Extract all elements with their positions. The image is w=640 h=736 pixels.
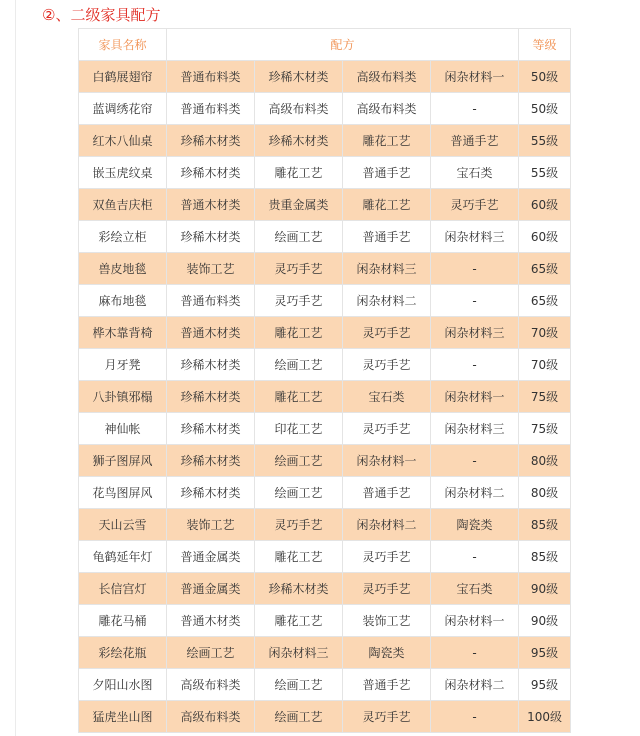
recipe-material-cell: 普通手艺 bbox=[343, 669, 431, 701]
furniture-name-cell: 猛虎坐山图 bbox=[79, 701, 167, 733]
furniture-name-cell: 蓝调绣花帘 bbox=[79, 93, 167, 125]
level-cell: 65级 bbox=[519, 285, 571, 317]
recipe-material-cell: 闲杂材料三 bbox=[431, 317, 519, 349]
recipe-material-cell: 雕花工艺 bbox=[255, 541, 343, 573]
recipe-material-cell: 绘画工艺 bbox=[255, 477, 343, 509]
table-row bbox=[79, 477, 571, 509]
recipe-material-cell: 闲杂材料三 bbox=[431, 221, 519, 253]
furniture-name-cell: 麻布地毯 bbox=[79, 285, 167, 317]
furniture-name-cell: 嵌玉虎纹桌 bbox=[79, 157, 167, 189]
recipe-material-cell: 雕花工艺 bbox=[255, 381, 343, 413]
recipe-material-cell: 灵巧手艺 bbox=[343, 541, 431, 573]
level-cell: 80级 bbox=[519, 445, 571, 477]
recipe-material-cell: 绘画工艺 bbox=[167, 637, 255, 669]
recipe-material-cell: 灵巧手艺 bbox=[343, 701, 431, 733]
level-cell: 85级 bbox=[519, 541, 571, 573]
recipe-material-cell: 绘画工艺 bbox=[255, 445, 343, 477]
table-row bbox=[79, 221, 571, 253]
recipe-material-cell: 闲杂材料三 bbox=[343, 253, 431, 285]
page-left-rule bbox=[15, 0, 16, 736]
level-cell: 60级 bbox=[519, 189, 571, 221]
furniture-name-cell: 桦木靠背椅 bbox=[79, 317, 167, 349]
level-cell: 55级 bbox=[519, 157, 571, 189]
recipe-material-cell: 装饰工艺 bbox=[167, 253, 255, 285]
recipe-material-cell: 闲杂材料三 bbox=[255, 637, 343, 669]
recipe-material-cell: - bbox=[431, 93, 519, 125]
recipe-material-cell: 珍稀木材类 bbox=[255, 125, 343, 157]
recipe-material-cell: 绘画工艺 bbox=[255, 701, 343, 733]
recipe-material-cell: 珍稀木材类 bbox=[167, 349, 255, 381]
recipe-material-cell: 灵巧手艺 bbox=[343, 573, 431, 605]
recipe-material-cell: 高级布料类 bbox=[167, 701, 255, 733]
recipe-material-cell: 绘画工艺 bbox=[255, 221, 343, 253]
recipe-material-cell: 闲杂材料三 bbox=[431, 413, 519, 445]
level-cell: 55级 bbox=[519, 125, 571, 157]
furniture-name-cell: 兽皮地毯 bbox=[79, 253, 167, 285]
recipe-material-cell: 普通木材类 bbox=[167, 605, 255, 637]
furniture-name-cell: 白鹤展翅帘 bbox=[79, 61, 167, 93]
recipe-material-cell: 陶瓷类 bbox=[343, 637, 431, 669]
recipe-material-cell: 闲杂材料一 bbox=[431, 381, 519, 413]
recipe-material-cell: 灵巧手艺 bbox=[255, 253, 343, 285]
recipe-material-cell: 闲杂材料二 bbox=[343, 509, 431, 541]
recipe-material-cell: 绘画工艺 bbox=[255, 669, 343, 701]
level-cell: 90级 bbox=[519, 573, 571, 605]
recipe-material-cell: 高级布料类 bbox=[343, 61, 431, 93]
recipe-material-cell: 普通布料类 bbox=[167, 93, 255, 125]
recipe-material-cell: 珍稀木材类 bbox=[167, 381, 255, 413]
level-cell: 60级 bbox=[519, 221, 571, 253]
table-row bbox=[79, 605, 571, 637]
recipe-material-cell: 贵重金属类 bbox=[255, 189, 343, 221]
recipe-material-cell: - bbox=[431, 285, 519, 317]
recipe-material-cell: 雕花工艺 bbox=[343, 125, 431, 157]
recipe-material-cell: 闲杂材料二 bbox=[431, 669, 519, 701]
recipe-material-cell: 高级布料类 bbox=[255, 93, 343, 125]
recipe-material-cell: 印花工艺 bbox=[255, 413, 343, 445]
recipe-material-cell: 普通手艺 bbox=[343, 157, 431, 189]
furniture-name-cell: 双鱼吉庆柜 bbox=[79, 189, 167, 221]
table-row bbox=[79, 445, 571, 477]
header-level: 等级 bbox=[519, 29, 571, 61]
furniture-name-cell: 神仙帐 bbox=[79, 413, 167, 445]
recipe-material-cell: 绘画工艺 bbox=[255, 349, 343, 381]
recipe-material-cell: 珍稀木材类 bbox=[167, 413, 255, 445]
recipe-material-cell: 宝石类 bbox=[431, 157, 519, 189]
level-cell: 50级 bbox=[519, 93, 571, 125]
furniture-name-cell: 月牙凳 bbox=[79, 349, 167, 381]
furniture-name-cell: 天山云雪 bbox=[79, 509, 167, 541]
recipe-material-cell: 宝石类 bbox=[343, 381, 431, 413]
furniture-name-cell: 彩绘立柜 bbox=[79, 221, 167, 253]
recipe-material-cell: - bbox=[431, 637, 519, 669]
level-cell: 75级 bbox=[519, 381, 571, 413]
header-furniture-name: 家具名称 bbox=[79, 29, 167, 61]
recipe-material-cell: 普通布料类 bbox=[167, 285, 255, 317]
recipe-material-cell: 灵巧手艺 bbox=[343, 349, 431, 381]
recipe-material-cell: 珍稀木材类 bbox=[167, 477, 255, 509]
recipe-material-cell: 雕花工艺 bbox=[255, 317, 343, 349]
recipe-material-cell: 灵巧手艺 bbox=[343, 413, 431, 445]
recipe-material-cell: 雕花工艺 bbox=[343, 189, 431, 221]
table-row bbox=[79, 93, 571, 125]
furniture-name-cell: 龟鹤延年灯 bbox=[79, 541, 167, 573]
furniture-name-cell: 八卦镇邪榻 bbox=[79, 381, 167, 413]
recipe-material-cell: - bbox=[431, 541, 519, 573]
level-cell: 80级 bbox=[519, 477, 571, 509]
recipe-material-cell: - bbox=[431, 253, 519, 285]
level-cell: 70级 bbox=[519, 317, 571, 349]
table-row bbox=[79, 125, 571, 157]
level-cell: 70级 bbox=[519, 349, 571, 381]
table-row bbox=[79, 189, 571, 221]
level-cell: 95级 bbox=[519, 637, 571, 669]
recipe-material-cell: 装饰工艺 bbox=[167, 509, 255, 541]
recipe-material-cell: 闲杂材料二 bbox=[343, 285, 431, 317]
table-row bbox=[79, 61, 571, 93]
recipe-material-cell: 普通金属类 bbox=[167, 541, 255, 573]
furniture-name-cell: 彩绘花瓶 bbox=[79, 637, 167, 669]
table-row bbox=[79, 349, 571, 381]
recipe-material-cell: 普通手艺 bbox=[343, 477, 431, 509]
table-header-row bbox=[79, 29, 571, 61]
furniture-name-cell: 红木八仙桌 bbox=[79, 125, 167, 157]
recipe-material-cell: 普通金属类 bbox=[167, 573, 255, 605]
recipe-material-cell: 珍稀木材类 bbox=[167, 157, 255, 189]
furniture-name-cell: 狮子图屏风 bbox=[79, 445, 167, 477]
recipe-material-cell: 雕花工艺 bbox=[255, 157, 343, 189]
table-row bbox=[79, 637, 571, 669]
table-row bbox=[79, 157, 571, 189]
recipe-material-cell: 灵巧手艺 bbox=[255, 509, 343, 541]
recipe-material-cell: 灵巧手艺 bbox=[343, 317, 431, 349]
table-row bbox=[79, 413, 571, 445]
level-cell: 95级 bbox=[519, 669, 571, 701]
furniture-name-cell: 花鸟图屏风 bbox=[79, 477, 167, 509]
recipe-material-cell: 普通木材类 bbox=[167, 189, 255, 221]
recipe-material-cell: 灵巧手艺 bbox=[255, 285, 343, 317]
recipe-material-cell: 雕花工艺 bbox=[255, 605, 343, 637]
level-cell: 90级 bbox=[519, 605, 571, 637]
recipe-material-cell: 珍稀木材类 bbox=[167, 125, 255, 157]
table-row bbox=[79, 509, 571, 541]
recipe-material-cell: 普通布料类 bbox=[167, 61, 255, 93]
table-row bbox=[79, 573, 571, 605]
recipe-material-cell: - bbox=[431, 701, 519, 733]
recipe-material-cell: 珍稀木材类 bbox=[167, 221, 255, 253]
furniture-name-cell: 夕阳山水图 bbox=[79, 669, 167, 701]
level-cell: 75级 bbox=[519, 413, 571, 445]
table-row bbox=[79, 669, 571, 701]
recipe-material-cell: 普通木材类 bbox=[167, 317, 255, 349]
recipe-material-cell: 灵巧手艺 bbox=[431, 189, 519, 221]
recipe-material-cell: 闲杂材料一 bbox=[343, 445, 431, 477]
section-title: ②、二级家具配方 bbox=[42, 6, 161, 24]
recipe-material-cell: 陶瓷类 bbox=[431, 509, 519, 541]
level-cell: 65级 bbox=[519, 253, 571, 285]
recipe-material-cell: 闲杂材料一 bbox=[431, 61, 519, 93]
header-recipe: 配方 bbox=[167, 29, 519, 61]
level-cell: 50级 bbox=[519, 61, 571, 93]
recipe-material-cell: 普通手艺 bbox=[343, 221, 431, 253]
table-row bbox=[79, 285, 571, 317]
recipe-material-cell: 高级布料类 bbox=[167, 669, 255, 701]
recipe-material-cell: 高级布料类 bbox=[343, 93, 431, 125]
recipe-material-cell: - bbox=[431, 349, 519, 381]
recipe-material-cell: 宝石类 bbox=[431, 573, 519, 605]
recipe-material-cell: 闲杂材料二 bbox=[431, 477, 519, 509]
level-cell: 85级 bbox=[519, 509, 571, 541]
furniture-name-cell: 长信宫灯 bbox=[79, 573, 167, 605]
recipe-material-cell: 珍稀木材类 bbox=[255, 573, 343, 605]
table-row bbox=[79, 317, 571, 349]
furniture-name-cell: 雕花马桶 bbox=[79, 605, 167, 637]
table-row bbox=[79, 381, 571, 413]
table-row bbox=[79, 541, 571, 573]
table-row bbox=[79, 253, 571, 285]
furniture-recipe-table bbox=[78, 28, 571, 733]
recipe-material-cell: - bbox=[431, 445, 519, 477]
level-cell: 100级 bbox=[519, 701, 571, 733]
recipe-material-cell: 珍稀木材类 bbox=[255, 61, 343, 93]
recipe-material-cell: 珍稀木材类 bbox=[167, 445, 255, 477]
recipe-material-cell: 普通手艺 bbox=[431, 125, 519, 157]
table-body bbox=[79, 61, 571, 733]
table-row bbox=[79, 701, 571, 733]
recipe-material-cell: 装饰工艺 bbox=[343, 605, 431, 637]
recipe-material-cell: 闲杂材料一 bbox=[431, 605, 519, 637]
